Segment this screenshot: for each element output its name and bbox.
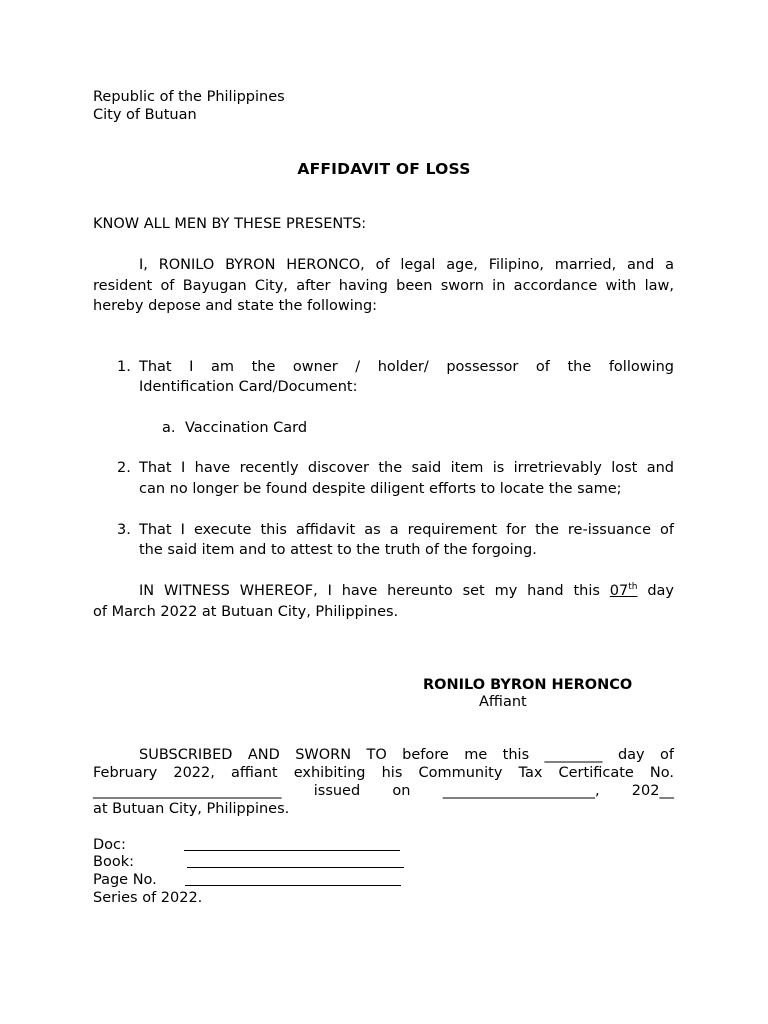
item-2-number: 2. — [117, 460, 131, 476]
salutation: KNOW ALL MEN BY THESE PRESENTS: — [93, 216, 367, 232]
witness-line-2: of March 2022 at Butuan City, Philippines. — [93, 604, 399, 620]
page-no-label: Page No. — [93, 872, 157, 888]
intro-line-1: I, RONILO BYRON HERONCO, of legal age, Filipino, married, and a — [139, 257, 674, 273]
item-1-number: 1. — [117, 359, 131, 375]
item-2-line-2: can no longer be found despite diligent efforts to locate the same; — [139, 481, 622, 497]
doc-label: Doc: — [93, 837, 126, 853]
witness-text-before: IN WITNESS WHEREOF, I have hereunto set my hand this — [139, 583, 610, 599]
series-label: Series of 2022. — [93, 890, 203, 906]
item-3-line-1: That I execute this affidavit as a requirement for the re-issuance of — [139, 522, 674, 538]
jurat-line-3: __________________________ issued on _____________________, 202__ — [93, 783, 674, 799]
affiant-name: RONILO BYRON HERONCO — [423, 677, 633, 693]
witness-text-after: day — [637, 583, 674, 599]
witness-day-number: 07 — [609, 583, 629, 599]
item-2-line-1: That I have recently discover the said item is irretrievably lost and — [139, 460, 674, 476]
jurat-line-2: February 2022, affiant exhibiting his Community Tax Certificate No. — [93, 765, 674, 781]
witness-day-suffix: th — [628, 582, 638, 593]
jurat-line-1: SUBSCRIBED AND SWORN TO before me this ________ day of — [139, 747, 674, 763]
item-1-line-2: Identification Card/Document: — [139, 379, 358, 395]
doc-blank-line — [184, 850, 400, 851]
item-3-number: 3. — [117, 522, 131, 538]
subitem-letter: a. — [162, 420, 176, 436]
subitem-text: Vaccination Card — [185, 420, 308, 436]
jurat-line-4: at Butuan City, Philippines. — [93, 801, 290, 817]
book-blank-line — [187, 867, 404, 868]
item-1-line-1: That I am the owner / holder/ possessor of the following — [139, 359, 674, 375]
book-label: Book: — [93, 854, 134, 870]
header-republic: Republic of the Philippines — [93, 89, 285, 105]
witness-day — [610, 583, 638, 599]
page-no-blank-line — [185, 885, 401, 886]
document-title: AFFIDAVIT OF LOSS — [297, 160, 471, 178]
header-city: City of Butuan — [93, 107, 197, 123]
affiant-role: Affiant — [479, 694, 527, 710]
intro-line-2: resident of Bayugan City, after having been sworn in accordance with law, — [93, 278, 674, 294]
intro-line-3: hereby depose and state the following: — [93, 298, 378, 314]
item-3-line-2: the said item and to attest to the truth of the forgoing. — [139, 542, 537, 558]
witness-line-1 — [139, 582, 674, 600]
